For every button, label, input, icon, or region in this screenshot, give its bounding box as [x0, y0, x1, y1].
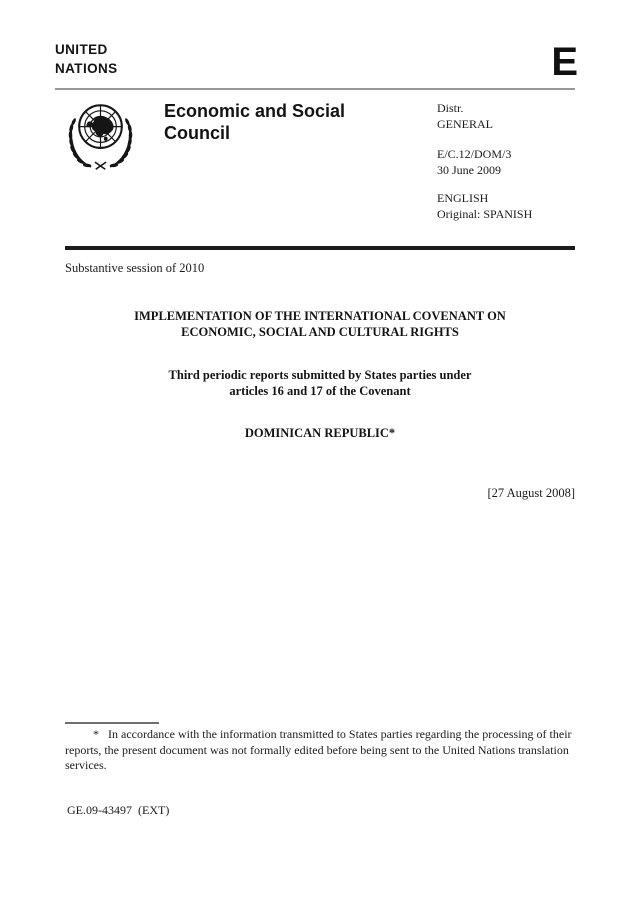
un-emblem-icon — [61, 94, 140, 175]
document-language: ENGLISH — [437, 191, 489, 205]
council-name — [164, 100, 345, 144]
document-subtitle-line2: articles 16 and 17 of the Covenant — [229, 384, 411, 398]
distr-value: GENERAL — [437, 116, 493, 131]
document-title-line2: ECONOMIC, SOCIAL AND CULTURAL RIGHTS — [181, 325, 459, 339]
document-date: 30 June 2009 — [437, 162, 501, 177]
org-name-line1: UNITED — [55, 42, 108, 57]
document-series-letter: E — [551, 40, 578, 84]
org-name-line2: NATIONS — [55, 61, 118, 76]
language-group — [437, 191, 532, 222]
submission-date: [27 August 2008] — [487, 486, 575, 500]
distribution-block — [437, 101, 532, 237]
session-line: Substantive session of 2010 — [65, 261, 205, 275]
country-heading: DOMINICAN REPUBLIC* — [244, 426, 396, 440]
document-subtitle — [65, 367, 575, 399]
document-symbol-group — [437, 147, 532, 178]
footnote-divider — [65, 722, 159, 724]
footnote-body: In accordance with the information transmitted to States parties regarding the processing of their reports, the present document was not formally edited before being sent to the United Nations translation services. — [65, 727, 572, 772]
distr-label: Distr. — [437, 101, 464, 115]
document-title-line1: IMPLEMENTATION OF THE INTERNATIONAL COVENANT ON — [134, 309, 506, 323]
footnote-marker: * — [93, 727, 99, 741]
header-divider — [55, 88, 575, 90]
document-title — [65, 308, 575, 340]
council-name-line2: Council — [164, 123, 230, 143]
footnote-text — [65, 727, 579, 774]
section-divider-bar — [65, 246, 575, 250]
council-name-line1: Economic and Social — [164, 101, 346, 121]
distribution-type — [437, 101, 532, 132]
document-symbol: E/C.12/DOM/3 — [437, 147, 512, 161]
document-reference-number: GE.09-43497 (EXT) — [67, 803, 170, 817]
document-subtitle-line1: Third periodic reports submitted by States parties under — [168, 368, 472, 382]
org-name — [55, 40, 118, 78]
original-language: Original: SPANISH — [437, 206, 533, 221]
